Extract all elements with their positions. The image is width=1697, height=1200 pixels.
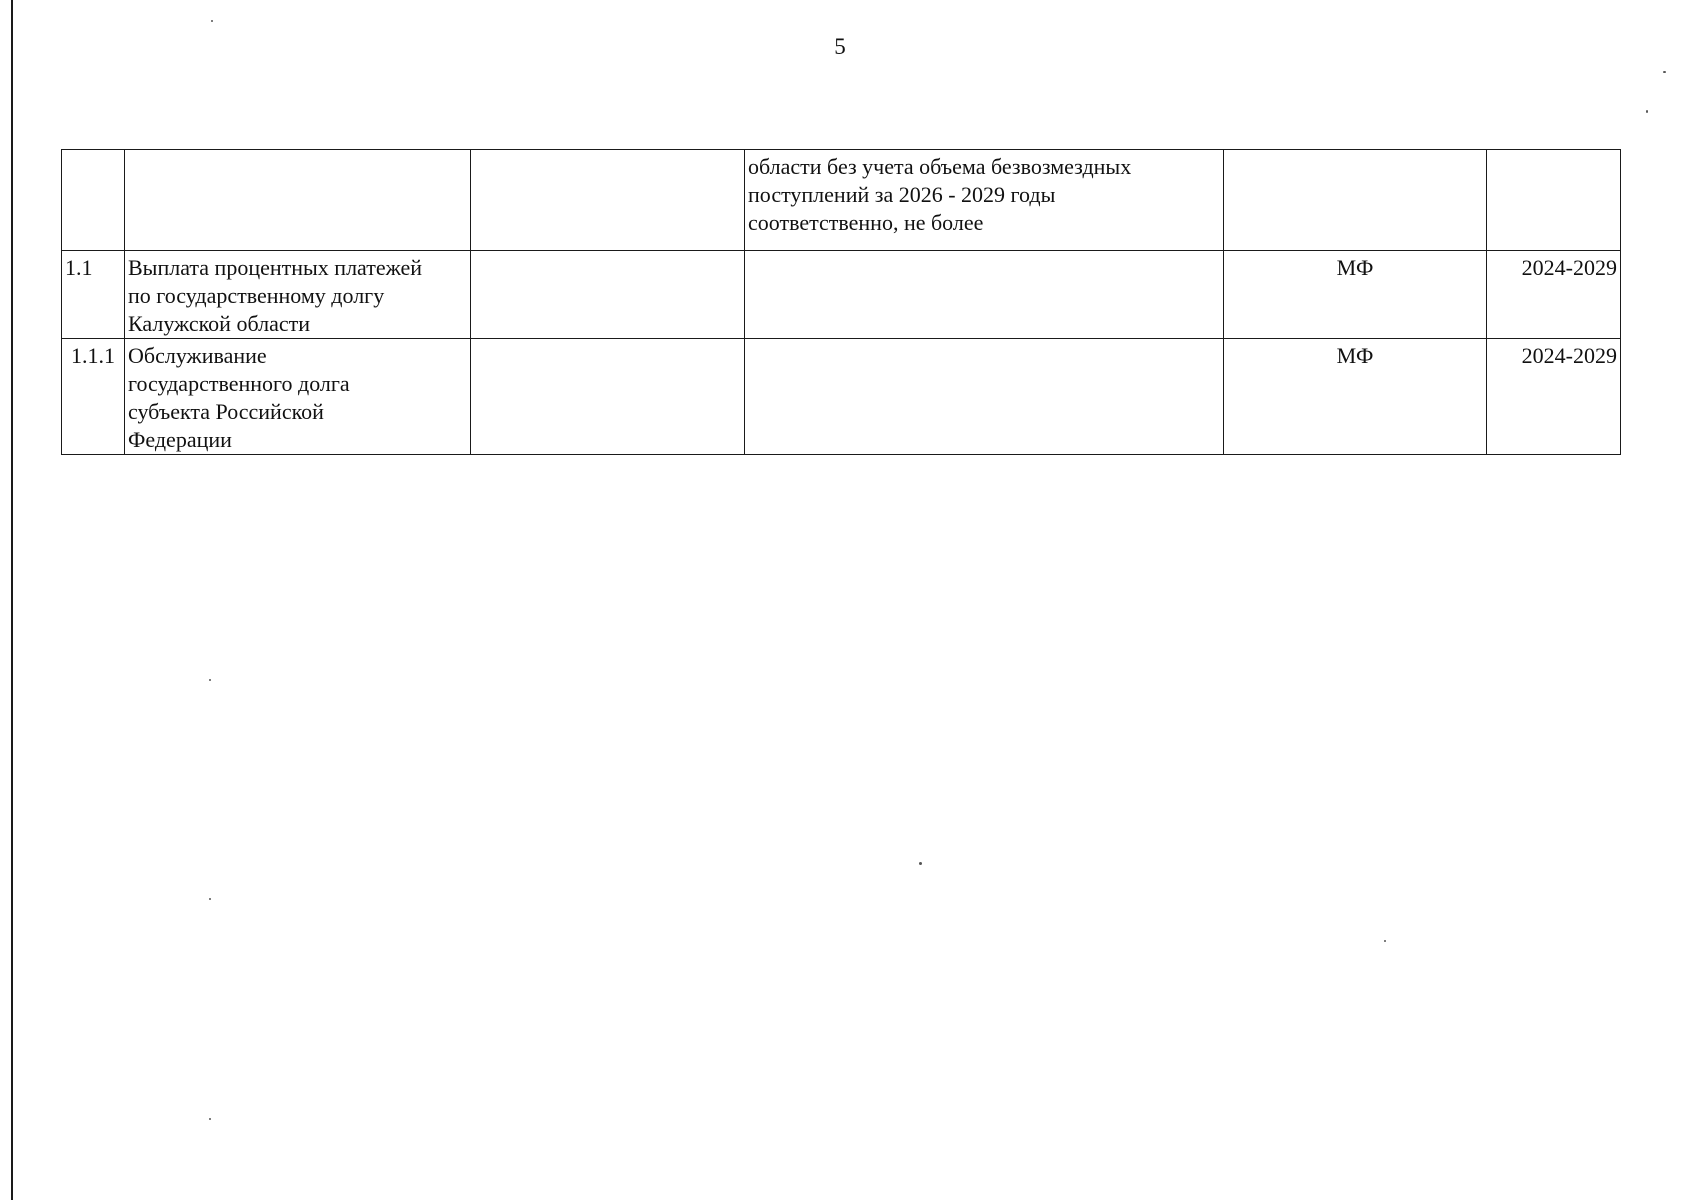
indicator-line: соответственно, не более	[748, 210, 984, 235]
period-cell	[1487, 150, 1621, 251]
measure-name-line: Калужской области	[128, 311, 310, 336]
measure-name-line: Выплата процентных платежей	[128, 255, 423, 280]
row-number-cell	[62, 150, 125, 251]
scan-speck	[1384, 940, 1386, 942]
responsible-cell	[1224, 150, 1487, 251]
scan-speck	[209, 679, 211, 681]
measure-name-line: государственного долга	[128, 371, 350, 396]
measure-name-cell	[125, 251, 471, 339]
scan-speck	[211, 20, 213, 22]
indicator-line: поступлений за 2026 - 2029 годы	[748, 182, 1056, 207]
row-number-cell: 1.1.1	[62, 339, 125, 455]
scan-speck	[209, 1118, 211, 1120]
measure-name-line: Федерации	[128, 427, 232, 452]
page-number: 5	[834, 34, 846, 59]
plan-table	[61, 149, 1621, 455]
scan-speck	[209, 898, 211, 900]
empty-cell	[471, 339, 745, 455]
scan-speck	[919, 862, 922, 865]
empty-cell	[471, 150, 745, 251]
measure-name-cell	[125, 339, 471, 455]
indicator-cell	[745, 150, 1224, 251]
period-cell: 2024-2029	[1487, 251, 1621, 339]
responsible-cell: МФ	[1224, 339, 1487, 455]
table-row	[62, 150, 1621, 251]
scan-speck	[1646, 110, 1648, 113]
table-row	[62, 339, 1621, 455]
period-cell: 2024-2029	[1487, 339, 1621, 455]
row-number-cell: 1.1	[62, 251, 125, 339]
measure-name-line: Обслуживание	[128, 343, 267, 368]
scan-speck	[1663, 71, 1666, 73]
measure-name-cell	[125, 150, 471, 251]
table-row	[62, 251, 1621, 339]
measure-name-line: по государственному долгу	[128, 283, 385, 308]
indicator-cell	[745, 339, 1224, 455]
indicator-line: области без учета объема безвозмездных	[748, 154, 1132, 179]
indicator-cell	[745, 251, 1224, 339]
responsible-cell: МФ	[1224, 251, 1487, 339]
measure-name-line: субъекта Российской	[128, 399, 324, 424]
empty-cell	[471, 251, 745, 339]
page-left-edge-line	[11, 0, 13, 1200]
